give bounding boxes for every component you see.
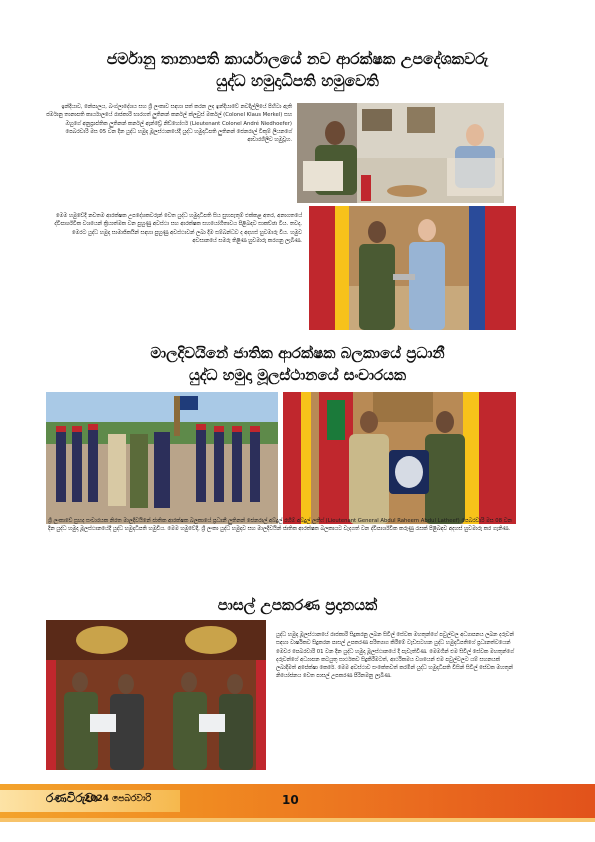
article2-headline-line1: මාලදිවයිනේ ජාතික ආරක්ෂක බලකායේ ප්‍රධානී: [150, 344, 445, 362]
photo-plaque-exchange: [283, 392, 516, 524]
article3-paragraph: යුද්ධ හමුදා මූලස්ථානයේ රාජකාරි සිදුකරනු ලබන සිවිල් සේවක මහතුන්ගේ පවුල්වල අධ්‍යාපනය ලබන දරුවන් සඳහා වාර්ෂිකව සිදුකරන පාසල් උපකරණ පරිත්‍යාග කිරීමේ වැඩසටහන යුද්ධ හමුදාධිපතිගේ ප්‍රධානත්වයෙන් මෙවර පෙබරවාරි 01 වන දින යුද්ධ හමුදා මූලස්ථානයේ දී පැවැත්විණ. මෙමගින් එම සිවිල් සේවක මහතුන්ගේ දරුවන්ගේ අධ්‍යාපන කටයුතු සාර්ථකව සිදුකිරීමටත්, ආර්ථිකමය වශයෙන් එම පවුල්වලට යම් සහනයක් ලබාදීමත් අපේක්ෂා කෙරේ. මෙම අවස්ථාව සංකේතවත් කරමින් යුද්ධ හමුදාධිපති විසින් සිවිල් සේවක මහතුන් නියෝජනය වෙත පාසල් උපකරණ පිරිනමනු ලැබිණ.: [276, 632, 514, 680]
page-number: 10: [282, 793, 299, 807]
article1-headline-line1: ජර්මානු තානාපති කාර්යාලයේ නව ආරක්ෂක උපදේශකවරු: [106, 50, 489, 68]
article1-paragraph-1: ඉන්දියාව, නේපාලය, බංග්ලාදේශය සහ ශ්‍රී ලංකාව සඳහා පත් කරන ලද ඉන්දියාවේ නවදිල්ලියේ පිහිටා ඇති ජර්මානු තානාපති කාර්යාලයේ රාජකාරි භාරගත් ලුතිනන් කර්නල් ක්ලවුස් මර්කල් (Colonel Klaus Merkel) සහ ඔහුගේ අනුප්‍රාප්තික ලුතිනන් කර්නල් ඇන්ඩ්‍රේ නිඩ්හෝෆර් (Lieutenant Colonel André Niedhoefer) පෙබරවාරි මස 05 වන දින යුද්ධ හමුදා මූලස්ථානයේදී යුද්ධ හමුදාධිපති ලුතිනන් ජෙනරාල් විකුම් ලියනගේ ආචාරශීලීව හමුවූහ.: [46, 104, 292, 144]
photo-school-items-right: [157, 620, 266, 770]
magazine-name: රණවිරුවා: [46, 791, 98, 805]
article1-paragraph-2: මෙම හමුවේදී නවතම ආරක්ෂක උපදේශකවරුන් වෙත යුද්ධ හමුදාධිපති සිය සුභපැතුම් එක්කළ අතර, අනාගතයේ ද්විපාර්ශ්වික වශයෙන් ක්‍රියාත්මක වන පුහුණු අවස්ථා සහ ආරක්ෂක සහයෝගීතාවය පිළිබඳව සාකච්ඡා විය. තවද, මෙරට යුද්ධ හමුදා සාමාජිකයින් සඳහා පුහුණු අවස්ථාවන් ලබා දීම සම්බන්ධව ද අදහස් හුවමාරු විය. හමුව අවසානයේ සමරු තිළිණ හුවමාරු කරගනු ලැබිණ.: [54, 213, 302, 244]
photo-handshake-flags: [309, 206, 516, 330]
footer-strip: [0, 818, 595, 822]
article1-headline-line2: යුද්ධ හමුදාධිපති හමුවෙති: [216, 72, 379, 90]
photo-school-items-left: [46, 620, 157, 770]
issue-date: 2024 පෙබරවාරි: [84, 794, 152, 804]
photo-office-meeting: [297, 103, 504, 203]
photo-guard-of-honour: [46, 392, 278, 524]
article3-headline: පාසල් උපකරණ ප්‍රදානයක්: [217, 596, 378, 614]
article2-headline-line2: යුද්ධ හමුදා මූලස්ථානයේ සංචාරයක: [188, 366, 407, 384]
article2-paragraph: ශ්‍රී ලංකාවේ සුහද සංචාරයක නිරත මාලදිවයිනේ ජාතික ආරක්ෂක බලකායේ ප්‍රධානී ලුතිනන් ජෙනරාල් අබ්දුල් රහීම් අබ්දුල් ලතීෆ් (Lieutenant General Abdul Raheem Abdul Latheef) පෙබරවාරි මස 08 වන දින යුද්ධ හමුදා මූලස්ථානයේදී යුද්ධ හමුදාධිපති හමුවිය. මෙම හමුවේදී, ශ්‍රී ලංකා යුද්ධ හමුදාව සහ මාලදිවයින් ජාතික ආරක්ෂක බලකායට වැදගත් වන ද්විපාර්ශ්වික කරුණු රැසක් පිළිබඳව අදහස් හුවමාරු කර ගැනිණ.: [48, 518, 512, 533]
